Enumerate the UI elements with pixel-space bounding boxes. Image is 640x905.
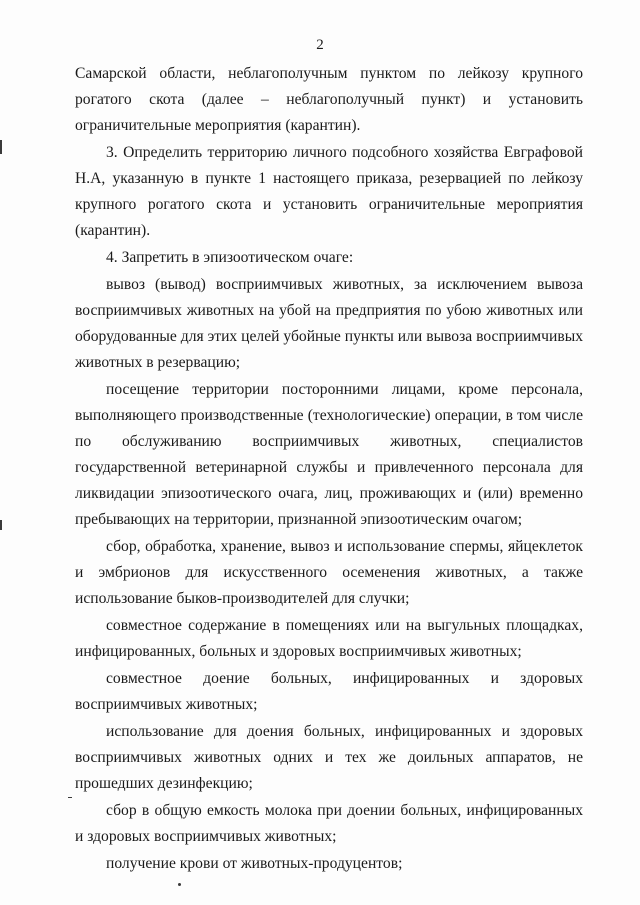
document-body [75,61,583,877]
prohibition-joint-keeping: совместное содержание в помещениях или на выгульных площадках, инфицированных, больных и здоровых восприимчивых животных; [75,617,583,660]
prohibition-milk-collection: сбор в общую емкость молока при доении больных, инфицированных и здоровых восприимчивых животных; [75,802,583,845]
prohibition-shared-machines: использование для доения больных, инфицированных и здоровых восприимчивых животных одних и тех же доильных аппаратов, не прошедших дезинфекцию; [75,723,583,792]
paragraph-continuation: Самарской области, неблагополучным пунктом по лейкозу крупного рогатого скота (далее – неблагополучный пункт) и установить ограничительные мероприятия (карантин). [75,65,583,134]
page-number: 2 [316,37,324,53]
scan-artifact [0,520,2,530]
prohibition-semen: сбор, обработка, хранение, вывоз и использование спермы, яйцеклеток и эмбрионов для искусственного осеменения животных, а также использование быков-производителей для случки; [75,538,583,607]
prohibition-export: вывоз (вывод) восприимчивых животных, за исключением вывоза восприимчивых животных на убой на предприятия по убою животных или оборудованные для этих целей убойные пункты или вывоза восприимчивых животных в резервацию; [75,276,583,371]
prohibition-visits: посещение территории посторонними лицами, кроме персонала, выполняющего производственные (технологические) операции, в том числе по обслуживанию восприимчивых животных, специалистов государственной ветеринарной службы и привлеченного персонала для ликвидации эпизоотического очага, лиц, проживающих и (или) временно пребывающих на территории, признанной эпизоотическим очагом; [75,381,583,528]
scan-artifact [0,140,2,154]
paragraph-item-3: 3. Определить территорию личного подсобного хозяйства Евграфовой Н.А, указанную в пункте 1 настоящего приказа, резервацией по лейкозу крупного рогатого скота и установить ограничительные мероприятия (карантин). [75,144,583,239]
prohibition-blood: получение крови от животных-продуцентов; [106,855,403,872]
paragraph-item-4-heading: 4. Запретить в эпизоотическом очаге: [106,249,354,266]
scan-artifact [68,797,72,798]
scan-artifact [178,883,181,886]
prohibition-joint-milking: совместное доение больных, инфицированных и здоровых восприимчивых животных; [75,670,583,713]
